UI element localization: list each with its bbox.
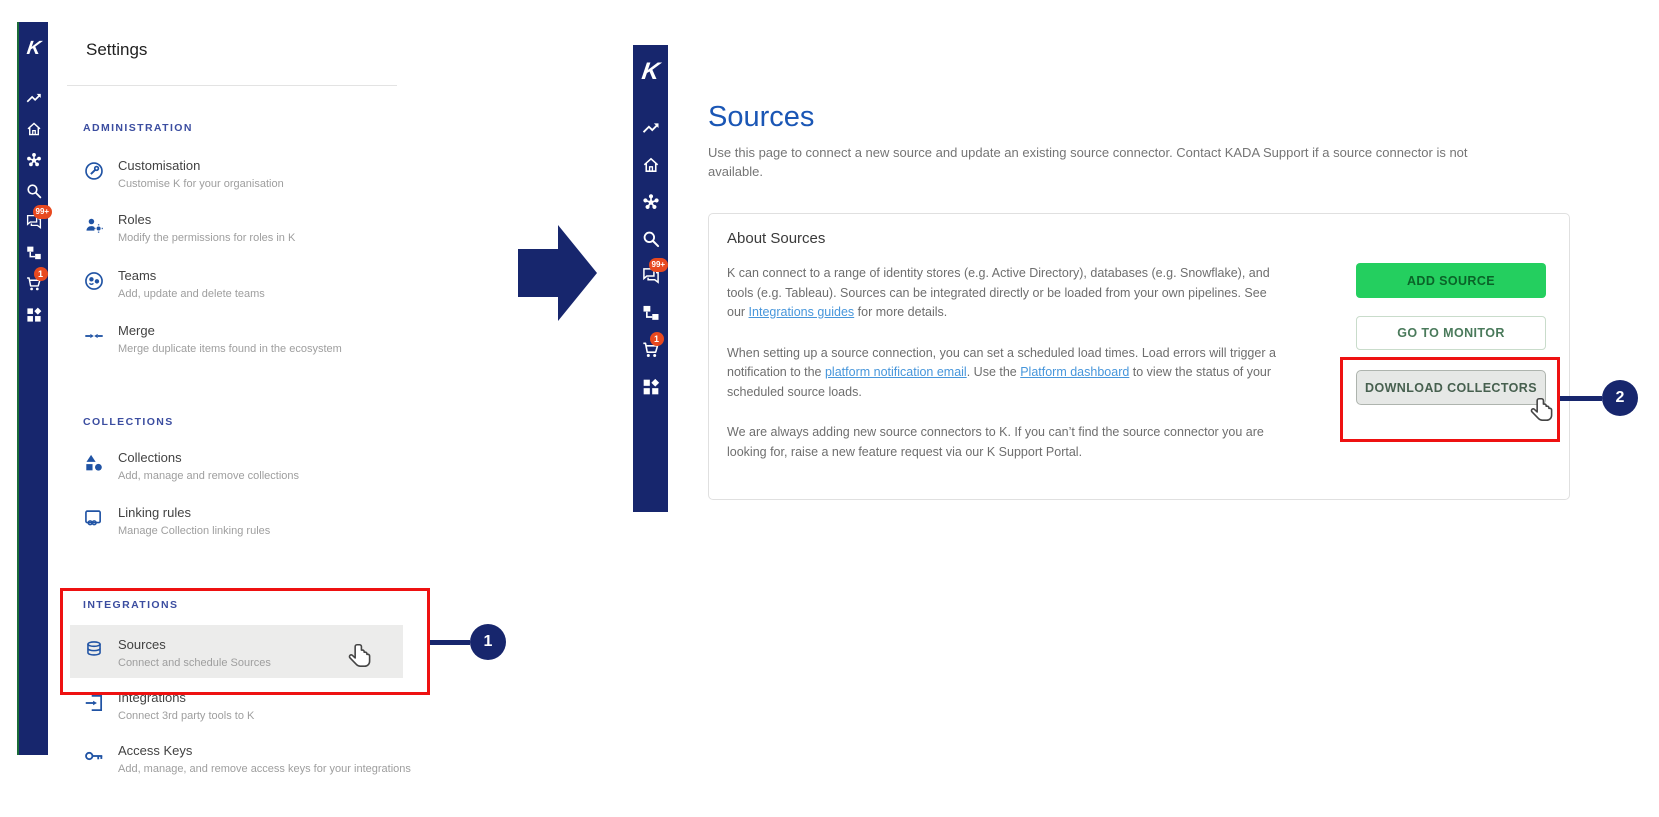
item-subtitle: Merge duplicate items found in the ecosystem <box>118 343 342 355</box>
cart-icon[interactable] <box>25 268 43 293</box>
hierarchy-icon[interactable] <box>25 244 43 262</box>
item-subtitle: Modify the permissions for roles in K <box>118 232 296 244</box>
page-title: Settings <box>86 40 148 59</box>
item-subtitle: Manage Collection linking rules <box>118 525 271 537</box>
chat-badge: 99+ <box>649 258 669 272</box>
search-icon[interactable] <box>641 229 661 249</box>
section-label-collections: COLLECTIONS <box>83 416 174 428</box>
item-subtitle: Connect 3rd party tools to K <box>118 710 255 722</box>
roles-icon <box>83 214 105 236</box>
collections-icon <box>83 452 105 474</box>
trending-up-icon[interactable] <box>641 118 661 138</box>
merge-icon <box>83 325 105 347</box>
paragraph-text: K can connect to a range of identity stores (e.g. Active Directory), databases (e.g. Snowflake), and tools (e.g. Tableau). Sources can be integrated directly or be loaded from your own pipelines. See our <box>727 266 1270 319</box>
paragraph-text: to view the status of your scheduled source loads. <box>727 365 1272 399</box>
divider <box>67 85 397 86</box>
home-icon[interactable] <box>641 155 661 175</box>
go-to-monitor-button[interactable]: GO TO MONITOR <box>1356 316 1546 350</box>
annotation-box-2 <box>1340 357 1560 442</box>
settings-item-roles[interactable] <box>83 212 418 244</box>
settings-item-collections[interactable] <box>83 450 418 482</box>
linking-rules-icon <box>83 507 105 529</box>
settings-item-merge[interactable] <box>83 323 418 355</box>
item-title: Access Keys <box>118 743 193 758</box>
platform-notification-email-link[interactable]: platform notification email <box>824 365 967 379</box>
annotation-callout-2: 2 <box>1602 380 1638 416</box>
integrations-icon <box>83 692 105 714</box>
customisation-icon <box>83 160 105 182</box>
right-nav-icons <box>641 118 666 397</box>
item-title: Linking rules <box>118 505 191 520</box>
section-label-administration: ADMINISTRATION <box>83 122 193 134</box>
item-title: Customisation <box>118 158 201 173</box>
left-nav-icons <box>25 89 50 324</box>
k-logo[interactable]: K <box>640 58 662 85</box>
paragraph-1 <box>727 264 1285 323</box>
settings-item-linking-rules[interactable] <box>83 505 418 537</box>
page-description: Use this page to connect a new source and update an existing source connector. Contact KADA Support if a source connector is not available. <box>708 145 1468 179</box>
cart-badge: 1 <box>650 332 664 346</box>
access-keys-icon <box>83 745 105 767</box>
hand-cursor <box>1528 396 1558 430</box>
apps-icon[interactable] <box>641 377 661 397</box>
left-nav-rail <box>17 22 48 755</box>
add-source-button[interactable]: ADD SOURCE <box>1356 263 1546 298</box>
step-arrow <box>515 222 600 323</box>
item-title: Roles <box>118 212 152 227</box>
item-title: Sources <box>118 637 166 652</box>
item-subtitle: Connect and schedule Sources <box>118 657 271 669</box>
chat-badge: 99+ <box>33 205 53 219</box>
annotation-callout-1: 1 <box>470 624 506 660</box>
hub-icon[interactable] <box>25 151 43 169</box>
item-subtitle: Customise K for your organisation <box>118 178 284 190</box>
search-icon[interactable] <box>25 182 43 200</box>
annotation-line-2 <box>1560 396 1602 401</box>
item-subtitle: Add, update and delete teams <box>118 288 265 300</box>
item-title: Merge <box>118 323 155 338</box>
paragraph-text: . Use the <box>966 365 1021 379</box>
paragraph-text: for more details. <box>854 305 948 319</box>
trending-up-icon[interactable] <box>25 89 43 107</box>
card-paragraphs <box>727 264 1285 483</box>
settings-item-customisation[interactable] <box>83 158 418 190</box>
teams-icon <box>83 270 105 292</box>
page-title: Sources <box>708 101 815 133</box>
k-logo[interactable]: K <box>25 38 42 59</box>
hierarchy-icon[interactable] <box>641 303 661 323</box>
section-label-integrations: INTEGRATIONS <box>83 599 179 611</box>
platform-dashboard-link[interactable]: Platform dashboard <box>1020 365 1130 379</box>
integrations-guides-link[interactable]: Integrations guides <box>748 305 855 319</box>
hub-icon[interactable] <box>641 192 661 212</box>
paragraph-text: When setting up a source connection, you can set a scheduled load times. Load errors will trigger a notification to the <box>727 345 1276 379</box>
chat-icon[interactable] <box>25 207 50 231</box>
card-title: About Sources <box>727 230 826 247</box>
item-title: Collections <box>118 450 182 465</box>
settings-item-teams[interactable] <box>83 268 418 300</box>
settings-item-access-keys[interactable] <box>83 743 418 775</box>
cart-icon[interactable] <box>641 333 661 360</box>
paragraph-text: We are always adding new source connectors to K. If you can’t find the source connector you are looking for, raise a new feature request via our K Support Portal. <box>727 425 1264 459</box>
item-title: Integrations <box>118 690 186 705</box>
item-subtitle: Add, manage and remove collections <box>118 470 299 482</box>
item-subtitle: Add, manage, and remove access keys for your integrations <box>118 763 411 775</box>
cart-badge: 1 <box>34 267 48 281</box>
paragraph-2 <box>727 344 1285 403</box>
chat-icon[interactable] <box>641 260 666 286</box>
item-title: Teams <box>118 268 157 283</box>
hand-cursor <box>346 642 376 676</box>
annotation-line-1 <box>430 640 470 645</box>
right-nav-rail <box>633 45 668 512</box>
download-collectors-button[interactable]: DOWNLOAD COLLECTORS <box>1356 370 1546 405</box>
paragraph-3 <box>727 423 1285 462</box>
home-icon[interactable] <box>25 120 43 138</box>
apps-icon[interactable] <box>25 306 43 324</box>
